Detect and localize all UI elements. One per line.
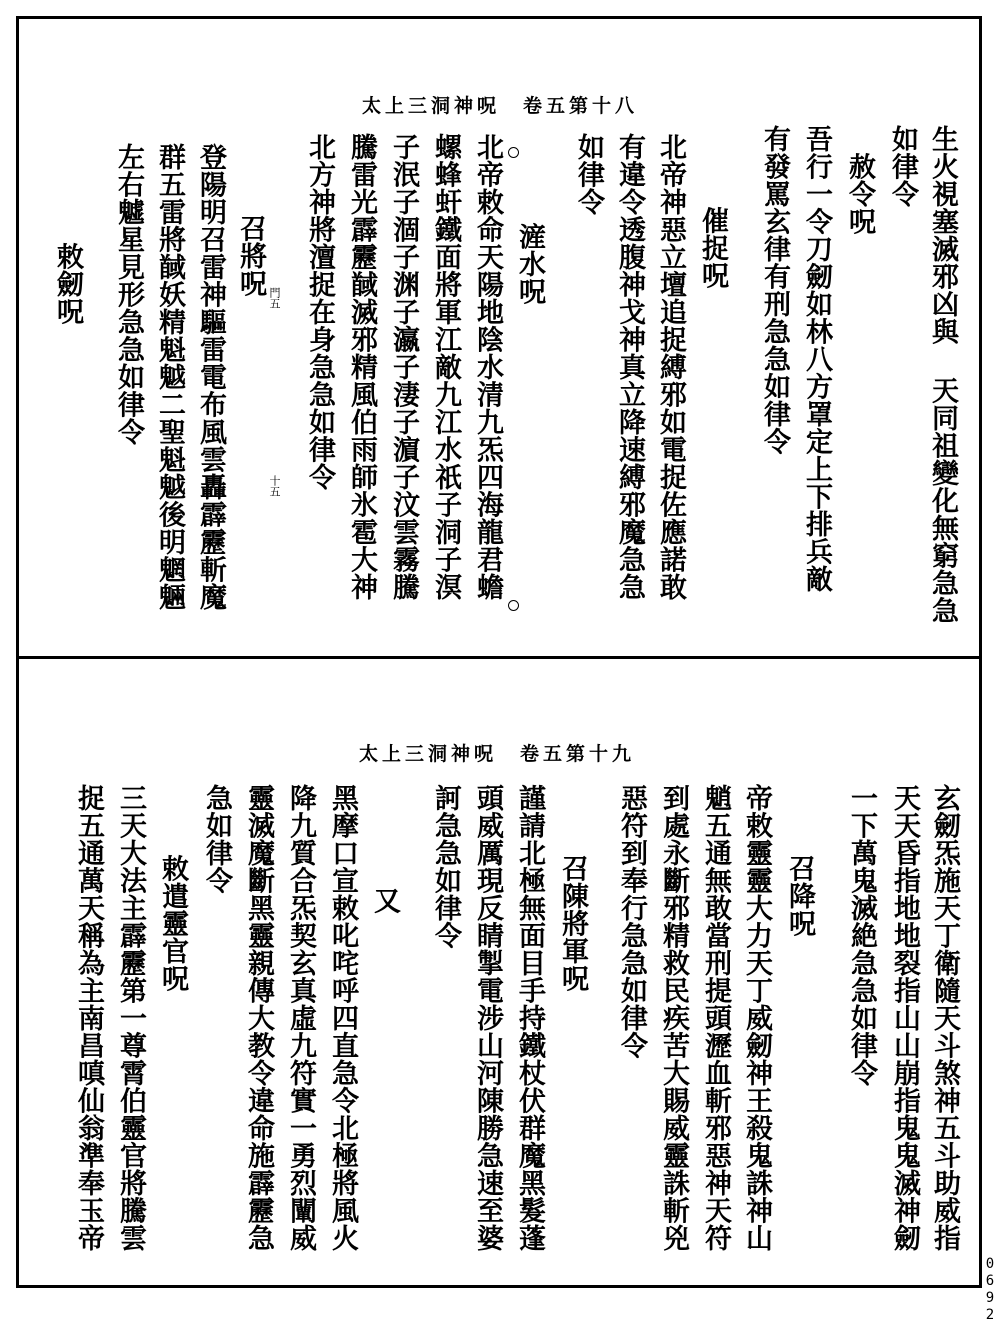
text-column: 北帝神惡立壇追捉縛邪如電捉佐應諾敢 (655, 133, 686, 601)
text-column: 急如律令 (201, 784, 232, 894)
text-column: 召陳將軍呪 (557, 827, 588, 992)
text-column: 左右魖星見形急急如律令 (113, 143, 144, 446)
text-column: 一下萬鬼滅絶急急如律令 (846, 784, 877, 1087)
text-column: 滻水呪 (514, 195, 545, 305)
text-column: 又 (369, 859, 400, 914)
text-column: 頭威厲現反睛掣電涉山河陳勝急速至婆 (472, 784, 503, 1252)
text-column: 如律令 (887, 125, 918, 208)
running-header: 太上三洞神呪 卷五第十八 (362, 95, 639, 117)
text-column: 召降呪 (784, 827, 815, 937)
text-column: 騰雷光霹靂馘滅邪精風伯雨師氷雹大神 (346, 133, 377, 601)
section-circle-mark (508, 600, 519, 611)
text-column: 敕劒呪 (52, 215, 83, 325)
text-column: 魈五通無敢當刑提頭瀝血斬邪惡神天符 (700, 784, 731, 1252)
text-column: 子泯子涸子渊子瀛子淒子濵子汶雲霧騰 (388, 133, 419, 601)
text-column: 到處永斷邪精救民疾苦大賜威靈誅斬兇 (658, 784, 689, 1252)
text-column: 北帝敕命天陽地陰水清九炁四海龍君蟾 (472, 133, 503, 601)
text-column: 赦令呪 (844, 125, 875, 235)
text-column: 吾行一令刀劒如林八方罩定上下排兵敵 (801, 125, 832, 593)
text-column: 生火視塞滅邪凶與 天同祖變化無窮急急 (927, 125, 958, 624)
text-column: 靈滅魔斷黑靈親傳大教令違命施霹靂急 (243, 784, 274, 1252)
text-column: 降九質合炁契玄真虛九符實一勇烈闡威 (285, 784, 316, 1252)
text-column: 如律令 (573, 133, 604, 216)
text-column: 三天大法主霹靂第一尊霄伯靈官將騰雲 (115, 784, 146, 1252)
margin-note: 十五 (268, 475, 281, 497)
text-column: 催捉呪 (697, 179, 728, 289)
text-column: 登陽明召雷神驅雷電布風雲轟霹靂斬魔 (195, 143, 226, 611)
text-column: 謹請北極無面目手持鐵杖伏群魔黑髮蓬 (514, 784, 545, 1252)
text-column: 群五雷將馘妖精魁魆二聖魁魆後明魍魎 (154, 143, 185, 611)
running-header: 太上三洞神呪 卷五第十九 (359, 743, 636, 765)
section-circle-mark (508, 147, 519, 158)
margin-note: 門五 (268, 287, 281, 309)
text-column: 螺蜂虷鐵面將軍江敵九江水祇子洞子溟 (430, 133, 461, 601)
text-column: 北方神將澶捉在身急急如律令 (304, 133, 335, 491)
text-column: 捉五通萬天稱為主南昌嗔仙翁準奉玉帝 (73, 784, 104, 1252)
text-column: 帝敕靈靈大力天丁威劒神王殺鬼誅神山 (741, 784, 772, 1252)
text-column: 訶急急如律令 (430, 784, 461, 949)
text-column: 天天昏指地地裂指山山崩指鬼鬼滅神劒 (889, 784, 920, 1252)
text-column: 敕遣靈官呪 (157, 827, 188, 992)
bottom-panel (19, 659, 979, 1285)
page-number: 0692 (982, 1256, 998, 1324)
text-column: 惡符到奉行急急如律令 (616, 784, 647, 1059)
text-column: 玄劒炁施天丁衛隨天斗煞神五斗助威指 (929, 784, 960, 1252)
text-column: 有發罵玄律有刑急急如律令 (759, 125, 790, 455)
text-column: 有違令透腹神戈神真立降速縛邪魔急急 (614, 133, 645, 601)
top-panel (19, 19, 979, 656)
text-column: 召將呪 (235, 187, 266, 297)
text-column: 黑摩口宣敕叱咤呼四直急令北極將風火 (327, 784, 358, 1252)
